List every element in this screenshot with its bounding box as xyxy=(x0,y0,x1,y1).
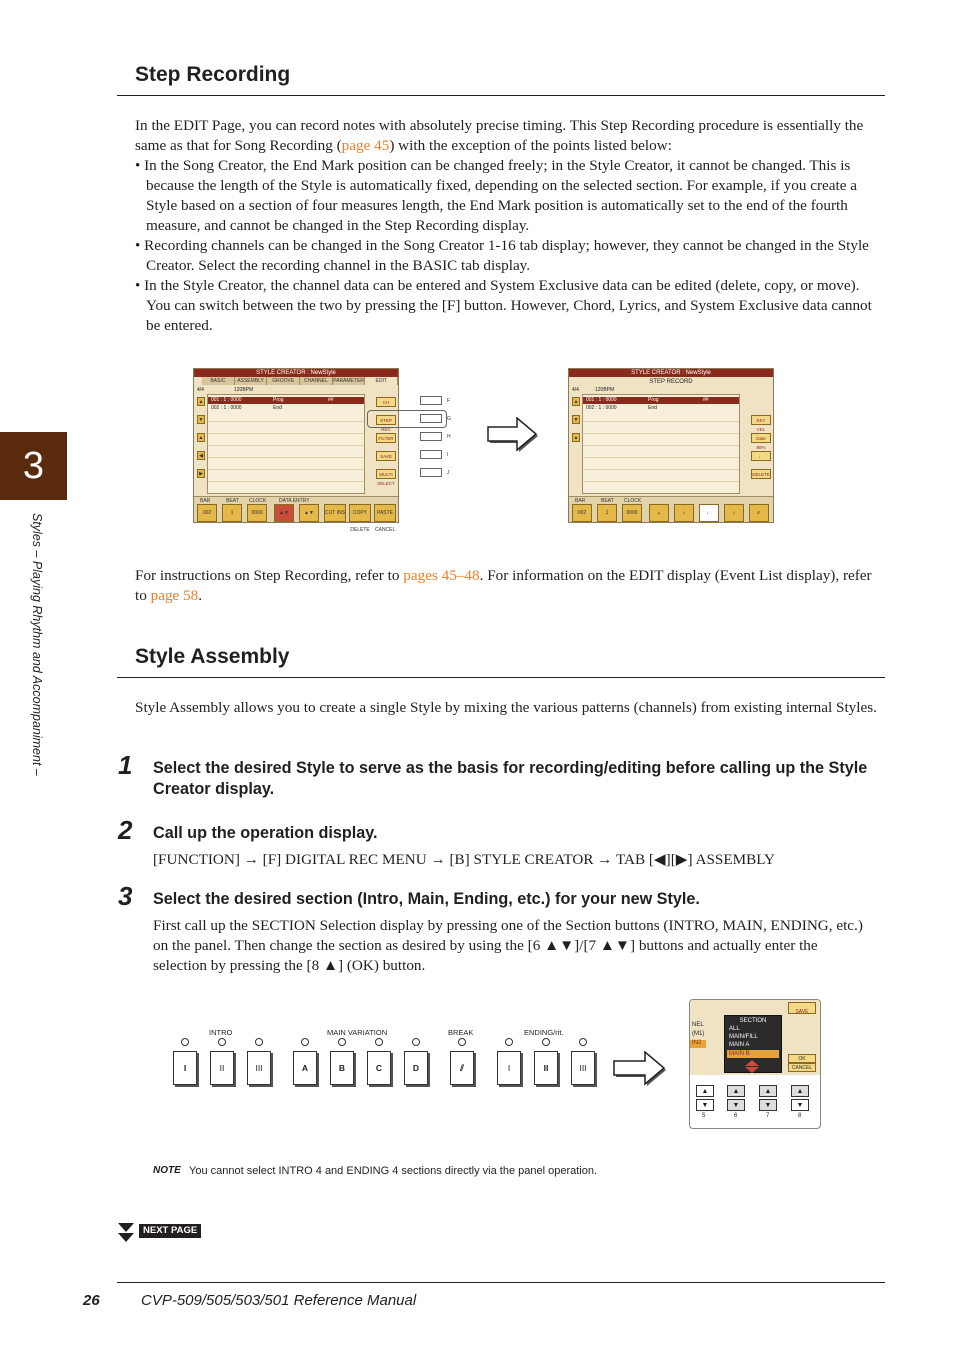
cut-ins-button[interactable]: CUT INS xyxy=(324,504,346,522)
down-triangle-icon xyxy=(745,1067,759,1073)
step-number: 1 xyxy=(118,750,133,780)
main-a-button[interactable]: A xyxy=(293,1051,317,1085)
list-divider xyxy=(208,457,364,458)
ending-group-label: ENDING/rit. xyxy=(524,1028,564,1037)
main-b-button[interactable]: B xyxy=(330,1051,354,1085)
list-divider xyxy=(583,445,739,446)
step-number: 2 xyxy=(118,815,133,845)
bar-value[interactable]: 002 xyxy=(197,504,217,522)
button-number: 8 xyxy=(798,1113,802,1119)
eighth-note-button[interactable]: ♪ xyxy=(724,504,744,522)
section-popup-title: SECTION xyxy=(739,1018,767,1024)
event-row[interactable] xyxy=(583,397,739,404)
panel-button-j[interactable] xyxy=(420,468,442,477)
tab-groove[interactable]: GROOVE xyxy=(267,377,300,385)
button-8-down-icon[interactable]: ▼ xyxy=(791,1099,809,1111)
event-row[interactable] xyxy=(208,405,364,412)
key-vel-button[interactable]: KEY VEL xyxy=(751,415,771,425)
event-type: End xyxy=(648,405,657,411)
button-7-down-icon[interactable]: ▼ xyxy=(759,1099,777,1111)
event-type: End xyxy=(273,405,282,411)
right-arrow-icon xyxy=(487,417,541,455)
lcd-bottom-bar xyxy=(569,496,773,522)
step-3-body: First call up the SECTION Selection display by pressing one of the Section buttons (INTRO, MAIN, ENDING, etc.) on the panel. Then change the section as desired by using the [6 ▲▼]/[7 ▲▼] buttons and actually enter the selection by pressing the [8 ▲] (OK) button. xyxy=(153,917,863,974)
section-heading-step-recording: Step Recording xyxy=(135,63,291,86)
ending-3-led xyxy=(579,1038,587,1046)
ending-3-button[interactable]: III xyxy=(571,1051,595,1085)
intro-1-led xyxy=(181,1038,189,1046)
intro-3-led xyxy=(255,1038,263,1046)
down-arrow-icon[interactable]: ▼ xyxy=(198,417,204,423)
left-arrow-icon[interactable]: ◀ xyxy=(197,451,205,460)
data-entry-label: DATA ENTRY xyxy=(279,498,310,504)
event-row[interactable] xyxy=(208,397,364,404)
beat-value[interactable]: 1 xyxy=(597,504,617,522)
break-group-label: BREAK xyxy=(448,1028,474,1037)
data-entry-knob-icon[interactable]: ▲▼ xyxy=(299,504,319,522)
ending-1-button[interactable]: I xyxy=(497,1051,521,1085)
beat-value[interactable]: 1 xyxy=(222,504,242,522)
beat-label: BEAT xyxy=(226,498,239,504)
button-number: 5 xyxy=(702,1113,706,1119)
ok-button[interactable]: OK xyxy=(788,1054,816,1063)
event-position: 001 : 1 : 0000 xyxy=(211,397,242,403)
style-assembly-intro: Style Assembly allows you to create a single Style by mixing the various patterns (channels) from existing internal Styles. xyxy=(135,699,877,716)
top-arrow-icon[interactable]: ▲ xyxy=(573,435,579,441)
next-page-badge[interactable]: NEXT PAGE xyxy=(139,1224,201,1238)
manual-title: CVP-509/505/503/501 Reference Manual xyxy=(141,1292,417,1309)
bullet-end-mark: • In the Song Creator, the End Mark position can be changed freely; in the Style Creator, it cannot be changed. This is because the length of the Style is automatically fixed, depending on the selected section. For example, if you create a Style based on a section of four measures length, the End Mark position is automatically set to the end of the fourth measure, and cannot be changed in the Step Recording display. xyxy=(135,157,858,234)
down-arrow-icon[interactable]: ▼ xyxy=(573,417,579,423)
button-8-up-icon[interactable]: ▲ xyxy=(791,1085,809,1097)
lcd-subtitle: STEP RECORD xyxy=(649,379,693,385)
bar-label: BAR xyxy=(200,498,211,504)
lcd-title: STYLE CREATOR : NewStyle xyxy=(569,369,773,377)
section-heading-style-assembly: Style Assembly xyxy=(135,645,290,668)
section-item[interactable]: MAIN/FILL xyxy=(729,1034,758,1040)
multi-select-button[interactable]: MULTI SELECT xyxy=(376,469,396,479)
event-position: 002 : 1 : 0000 xyxy=(211,405,242,411)
button-6-down-icon[interactable]: ▼ xyxy=(727,1099,745,1111)
event-position: 002 : 1 : 0000 xyxy=(586,405,617,411)
main-c-led xyxy=(375,1038,383,1046)
clock-label: CLOCK xyxy=(624,498,642,504)
button-6-up-icon[interactable]: ▲ xyxy=(727,1085,745,1097)
event-type: Prog xyxy=(648,397,659,403)
list-divider xyxy=(208,481,364,482)
beat-label: BEAT xyxy=(601,498,614,504)
meter-readout: 4/4 xyxy=(197,387,204,393)
ending-2-button[interactable]: II xyxy=(534,1051,558,1085)
chapter-tab[interactable]: 3 xyxy=(0,432,67,500)
ending-2-led xyxy=(542,1038,550,1046)
heading-rule xyxy=(117,677,885,678)
section-item-selected[interactable]: MAIN B xyxy=(727,1050,779,1058)
lcd-step-record xyxy=(568,368,774,523)
bullet-recording-channels: • Recording channels can be changed in the Song Creator 1-16 tab display; however, they cannot be changed in the Style Creator. Select the recording channel in the BASIC tab display. xyxy=(135,237,869,274)
button-letter-i: I xyxy=(447,452,449,458)
cancel-button[interactable]: CANCEL xyxy=(788,1063,816,1072)
whole-note-button[interactable]: 𝅝 xyxy=(649,504,669,522)
bar-label: BAR xyxy=(575,498,586,504)
page-58-link[interactable]: page 58 xyxy=(150,587,199,604)
break-led xyxy=(458,1038,466,1046)
event-position: 001 : 1 : 0000 xyxy=(586,397,617,403)
step-recording-references xyxy=(135,566,880,606)
data-entry-up-down-icon[interactable]: ▲▼ xyxy=(274,504,294,522)
lcd-style-creator-edit xyxy=(193,368,399,533)
top-arrow-icon[interactable]: ▲ xyxy=(198,435,204,441)
reference-text: For instructions on Step Recording, refer to xyxy=(135,567,404,584)
chapter-side-text xyxy=(30,513,44,843)
list-divider xyxy=(583,469,739,470)
delete-button[interactable]: DELETE xyxy=(751,469,771,479)
panel-button-i[interactable] xyxy=(420,450,442,459)
list-divider xyxy=(208,469,364,470)
lcd-bottom-bar xyxy=(194,496,398,533)
clock-label: CLOCK xyxy=(249,498,267,504)
intro-3-button[interactable]: III xyxy=(247,1051,271,1085)
intro-2-button[interactable]: II xyxy=(210,1051,234,1085)
button-number: 6 xyxy=(734,1113,738,1119)
tempo-readout: 120BPM xyxy=(234,387,254,393)
list-divider xyxy=(583,421,739,422)
section-item[interactable]: ALL xyxy=(729,1026,740,1032)
button-5-up-icon[interactable]: ▲ xyxy=(696,1085,714,1097)
step-number: 3 xyxy=(118,881,133,911)
list-divider xyxy=(583,433,739,434)
tab-basic[interactable]: BASIC xyxy=(202,377,235,385)
event-list xyxy=(582,394,740,494)
main-a-led xyxy=(301,1038,309,1046)
main-variation-group-label: MAIN VARIATION xyxy=(327,1028,388,1037)
ch-button[interactable]: CH xyxy=(376,397,396,407)
heading-rule xyxy=(117,95,885,96)
button-7-up-icon[interactable]: ▲ xyxy=(759,1085,777,1097)
section-selection-panel xyxy=(689,999,821,1129)
chapter-side-label: Styles – Playing Rhythm and Accompaniment – xyxy=(30,513,44,776)
up-triangle-icon xyxy=(745,1060,759,1066)
panel-button-f[interactable] xyxy=(420,396,442,405)
left-item-selected: IN2 xyxy=(690,1040,706,1048)
up-arrow-icon[interactable]: ▲ xyxy=(198,399,204,405)
lcd-title: STYLE CREATOR : NewStyle xyxy=(194,369,398,377)
main-c-button[interactable]: C xyxy=(367,1051,391,1085)
filter-button[interactable]: FILTER xyxy=(376,433,396,443)
save-button[interactable]: SAVE xyxy=(788,1002,816,1014)
step-1-title: Select the desired Style to serve as the basis for recording/editing before calling up the Style Creator display. xyxy=(153,759,868,798)
main-d-button[interactable]: D xyxy=(404,1051,428,1085)
meter-readout: 4/4 xyxy=(572,387,579,393)
next-page-chevron-icon xyxy=(117,1222,135,1244)
button-letter-j: J xyxy=(447,470,450,476)
button-letter-h: H xyxy=(447,434,451,440)
reference-text: . For information on the EDIT display (Event List display), refer to xyxy=(135,567,872,604)
event-value: ## xyxy=(328,397,334,403)
left-item: (M1) xyxy=(692,1031,705,1037)
section-item[interactable]: MAIN A xyxy=(729,1042,750,1048)
paste-cancel-button[interactable]: PASTE CANCEL xyxy=(374,504,396,522)
list-divider xyxy=(208,433,364,434)
list-divider xyxy=(583,481,739,482)
panel-button-g[interactable] xyxy=(420,414,442,423)
left-item: NEL xyxy=(692,1022,704,1028)
main-d-led xyxy=(412,1038,420,1046)
intro-1-button[interactable]: I xyxy=(173,1051,197,1085)
step-2-title: Call up the operation display. xyxy=(153,824,378,842)
save-button[interactable]: SAVE xyxy=(376,451,396,461)
ending-1-led xyxy=(505,1038,513,1046)
page-number: 26 xyxy=(83,1292,100,1309)
tab-channel[interactable]: CHANNEL xyxy=(300,377,333,385)
pages-45-48-link[interactable]: pages 45–48 xyxy=(403,567,480,584)
button-letter-g: G xyxy=(447,416,451,422)
copy-delete-button[interactable]: COPY DELETE xyxy=(349,504,371,522)
gate-button[interactable]: Gate 80% xyxy=(751,433,771,443)
event-list xyxy=(207,394,365,494)
button-number: 7 xyxy=(766,1113,770,1119)
tab-assembly[interactable]: ASSEMBLY xyxy=(235,377,268,385)
panel-button-h[interactable] xyxy=(420,432,442,441)
reference-paragraph xyxy=(135,566,880,606)
lcd-tabs xyxy=(202,377,398,385)
quarter-note-button[interactable]: ♩ xyxy=(699,504,719,522)
footer-rule xyxy=(117,1282,885,1283)
note-text: You cannot select INTRO 4 and ENDING 4 sections directly via the panel operation. xyxy=(189,1165,598,1177)
intro-text: In the EDIT Page, you can record notes with absolutely precise timing. This Step Recording procedure is essentially the same as that for Song Recording ( xyxy=(135,117,864,154)
sixteenth-note-button[interactable]: ♬ xyxy=(749,504,769,522)
right-arrow-icon xyxy=(613,1051,669,1089)
right-arrow-icon[interactable]: ▶ xyxy=(197,469,205,478)
clock-value[interactable]: 0000 xyxy=(247,504,267,522)
main-b-led xyxy=(338,1038,346,1046)
reference-text: . xyxy=(198,587,203,604)
list-divider xyxy=(208,445,364,446)
bullet-channel-data: • In the Style Creator, the channel data can be entered and System Exclusive data can be edited (delete, copy, or move). You can switch between the two by pressing the [F] button. However, Chord, Lyrics, and System Exclusive data cannot be entered. xyxy=(135,277,872,334)
section-popup xyxy=(724,1015,782,1073)
step-3-title: Select the desired section (Intro, Main, Ending, etc.) for your new Style. xyxy=(153,890,700,908)
tempo-readout: 120BPM xyxy=(595,387,615,393)
tab-parameter[interactable]: PARAMETER xyxy=(333,378,364,384)
button-letter-f: F xyxy=(447,398,451,404)
step-recording-intro xyxy=(135,116,880,336)
event-type: Prog xyxy=(273,397,284,403)
page-45-link[interactable]: page 45 xyxy=(341,137,390,154)
note-length-button[interactable]: ♩ xyxy=(751,451,771,461)
tab-edit[interactable]: EDIT xyxy=(365,377,398,385)
intro-2-led xyxy=(218,1038,226,1046)
clock-value[interactable]: 0000 xyxy=(622,504,642,522)
intro-text-end: ) with the exception of the points listed below: xyxy=(389,137,672,154)
step-2-body: [FUNCTION] → [F] DIGITAL REC MENU → [B] STYLE CREATOR → TAB [◀][▶] ASSEMBLY xyxy=(153,851,775,868)
event-value: ## xyxy=(703,397,709,403)
button-5-down-icon[interactable]: ▼ xyxy=(696,1099,714,1111)
up-arrow-icon[interactable]: ▲ xyxy=(573,399,579,405)
event-row[interactable] xyxy=(583,405,739,412)
list-divider xyxy=(583,457,739,458)
intro-paragraph xyxy=(135,116,880,156)
note-label: NOTE xyxy=(153,1165,181,1176)
intro-group-label: INTRO xyxy=(209,1028,233,1037)
step-rec-button[interactable]: STEP REC xyxy=(376,415,396,425)
break-button[interactable]: ⫽ xyxy=(450,1051,474,1085)
list-divider xyxy=(208,421,364,422)
bar-value[interactable]: 002 xyxy=(572,504,592,522)
half-note-button[interactable]: 𝅗𝅥 xyxy=(674,504,694,522)
